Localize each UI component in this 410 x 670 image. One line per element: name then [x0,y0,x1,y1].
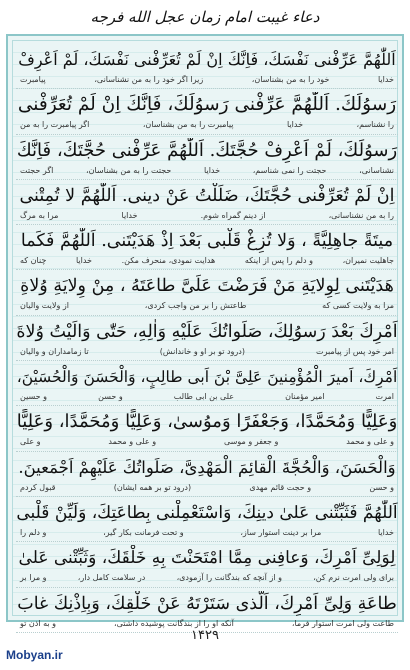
translation-text: از دینم گمراه شوم. [200,210,266,220]
translation-text: (درود تو بر همه ایشان) [113,482,192,492]
arabic-text: میتَةً جاهِلِیَّةً ، وَلا تُزِغْ قَلْبی بَعْدَ اِذْ هَدَیْتَنی. اَللّٰهُمَّ فَكَما [20,231,394,252]
prayer-line [16,316,398,361]
text-frame [6,34,404,628]
translation-text: چنان که [20,256,47,266]
translation-text: اگر حجتت [20,165,54,175]
translation-row [16,527,398,539]
translation-row [16,119,398,131]
translation-text: پیامبرت [20,75,46,84]
translation-row [16,391,398,403]
translation-text: امرت [375,392,394,402]
translation-text: علی بن ابی طالب [173,392,235,402]
prayer-line [16,588,398,633]
prayer-line [16,180,398,225]
translation-row [16,346,398,358]
translation-text: و دلم را پس از اینکه [244,256,313,266]
translation-text: را نشناسم، [356,120,394,130]
prayer-line [16,497,398,542]
arabic-text: اَمْرِكَ بَعْدَ رَسوُلِكَ، صَلَواتُكَ عَلَیْهِ وَاٰلِهِ، حَتّٰی وَالَیْتُ وُلاةَ [16,321,398,342]
translation-text: مرا به مرگ [20,210,59,220]
translation-row [16,165,398,177]
translation-text: مرا بر دینت استوار ساز، [240,527,322,537]
translation-row [16,210,398,222]
translation-text: را به من نشناسانی، [328,210,394,220]
translation-text: حجتت را نمی شناسم، [252,165,327,175]
arabic-text: رَسوُلَكَ، لَمْ اَعْرِفْ حُجَّتَكَ. اَللّٰهُمَّ عَرِّفْنی حُجَّتَكَ، فَاِنَّكَ [16,139,398,161]
translation-text: و حجت قائم مهدی [249,482,312,492]
translation-text: خود را به من بشناسان، [251,75,330,84]
translation-text: و جعفر و موسی [223,437,279,447]
translation-row [16,436,398,448]
translation-text: و تحت فرمانت بکار گیر، [103,527,184,537]
arabic-text: طاعَةِ وَلِیِّ اَمْرِكَ، اَلَّذی سَتَرْتَهُ عَنْ خَلْقِكَ، وَبِاِذْنِكَ غابَ [17,593,397,614]
translation-text: امر خود پس از پیامبرت [316,346,394,356]
translation-row [16,74,398,86]
prayer-line [16,270,398,315]
translation-text: و دلم را [20,527,47,537]
prayer-line [16,542,398,587]
translation-text: حجتت را به من بشناسان، [86,165,172,175]
translation-text: و مرا بر [20,573,47,583]
translation-row [16,300,398,312]
prayer-line [16,406,398,451]
prayer-line [16,44,398,89]
translation-text: خدایا [377,527,394,537]
translation-text: و حسن [369,482,394,492]
prayer-line [16,135,398,180]
prayer-lines [16,44,398,633]
arabic-text: اَمْرِكَ، اَمیرَ الْمُؤْمِنینَ عَلِیَّ بْنَ اَبی طالِبٍ، وَالْحَسَنَ وَالْحُسَیْنَ، [16,368,398,387]
arabic-text: هَدَیْتَنی لِوِلایَةِ مَنْ فَرَضْتَ عَلَیَّ طاعَتَهُ ، مِنْ وِلایَةِ وُلاةِ [20,276,394,297]
translation-text: مرا به ولایت کسی که [322,301,394,311]
translation-text: زیرا اگر خود را به من نشناسانی، [94,75,204,84]
translation-row [16,482,398,494]
translation-text: (درود تو بر او و خاندانش) [159,346,245,356]
translation-text: خدایا [287,120,304,130]
translation-text: و حسن [98,392,123,402]
translation-text: خدایا [204,165,221,175]
translation-text: پیامبرت را به من بشناسان، [142,120,234,130]
translation-text: آنکه او را از بندگانت پوشیده داشتی، [114,618,234,628]
arabic-text: اَللّٰهُمَّ عَرِّفْنی نَفْسَكَ، فَاِنَّكَ اِنْ لَمْ تُعَرِّفْنی نَفْسَكَ، لَمْ اَعْرِفْ [18,50,396,69]
translation-text: برای ولی امرت نرم کن، [313,573,394,583]
translation-text: اگر پیامبرت را به من [20,120,90,130]
translation-text: طاعت ولی امرت استوار فرما، [291,618,394,628]
translation-text: قبول کردم [20,482,56,492]
arabic-text: اِنْ لَمْ تُعَرِّفْنی حُجَّتَكَ، ضَلَلْتُ عَنْ دینی. اَللّٰهُمَّ لا تُمِتْنی [19,185,395,206]
translation-text: و حسین [20,392,48,402]
translation-text: از ولایت والیان [20,301,69,311]
translation-text: تا زمامداران و والیان [20,346,89,356]
arabic-text: وَالْحَسَنَ، وَالْحُجَّةَ الْقائِمَ الْمَهْدِیَّ، صَلَواتُكَ عَلَیْهِمْ اَجْمَعینَ. [18,457,396,477]
translation-text: و علی و محمد [346,437,394,447]
translation-text: جاهلیت نمیران، [342,256,394,266]
page-number: ۱۴۲۹ [191,628,219,643]
watermark: Mobyan.ir [6,648,63,662]
translation-text: نشناسانی، [359,165,394,175]
translation-text: خدایا [377,75,394,84]
translation-text: طاعتش را بر من واجب کردی، [144,301,247,311]
translation-text: و علی [20,437,41,447]
translation-row [16,572,398,584]
arabic-text: وَعَلِیًّا وَمُحَمَّدًا، وَجَعْفَرًا وَموُسیٰ، وَعَلِیًّا وَمُحَمَّدًا، وَعَلِیًّا [16,411,398,433]
translation-text: خدایا [121,210,138,220]
prayer-line [16,361,398,406]
translation-row [16,255,398,267]
arabic-text: رَسوُلَكَ. اَللّٰهُمَّ عَرِّفْنی رَسوُلَكَ، فَاِنَّكَ اِنْ لَمْ تُعَرِّفْنی [17,94,397,116]
translation-text: و علی و محمد [108,437,157,447]
arabic-text: اَللّٰهُمَّ فَثَبِّتْنی عَلیٰ دینِكَ، وَاسْتَعْمِلْنی بِطاعَتِكَ، وَلَیِّنْ قَلْبی [16,502,398,523]
translation-text: در سلامت کامل دار، [77,573,146,583]
translation-text: و از آنچه که بندگانت را آزمودی، [176,573,282,583]
translation-text: امیر مؤمنان [285,392,325,402]
translation-text: خدایا [75,256,92,266]
page-title: دعاء غیبت امام زمان عجل الله فرجه [90,8,320,26]
prayer-line [16,452,398,497]
prayer-line [16,89,398,134]
arabic-text: لِوَلِیِّ اَمْرِكَ، وَعافِنی مِمَّا امْتَحَنْتَ بِهِ خَلْقَكَ، وَثَبِّتْنی عَلیٰ [18,548,396,569]
translation-text: و به اذن تو [20,618,57,628]
prayer-line [16,225,398,270]
translation-text: هدایت نمودی، منحرف مکن. [121,256,216,266]
